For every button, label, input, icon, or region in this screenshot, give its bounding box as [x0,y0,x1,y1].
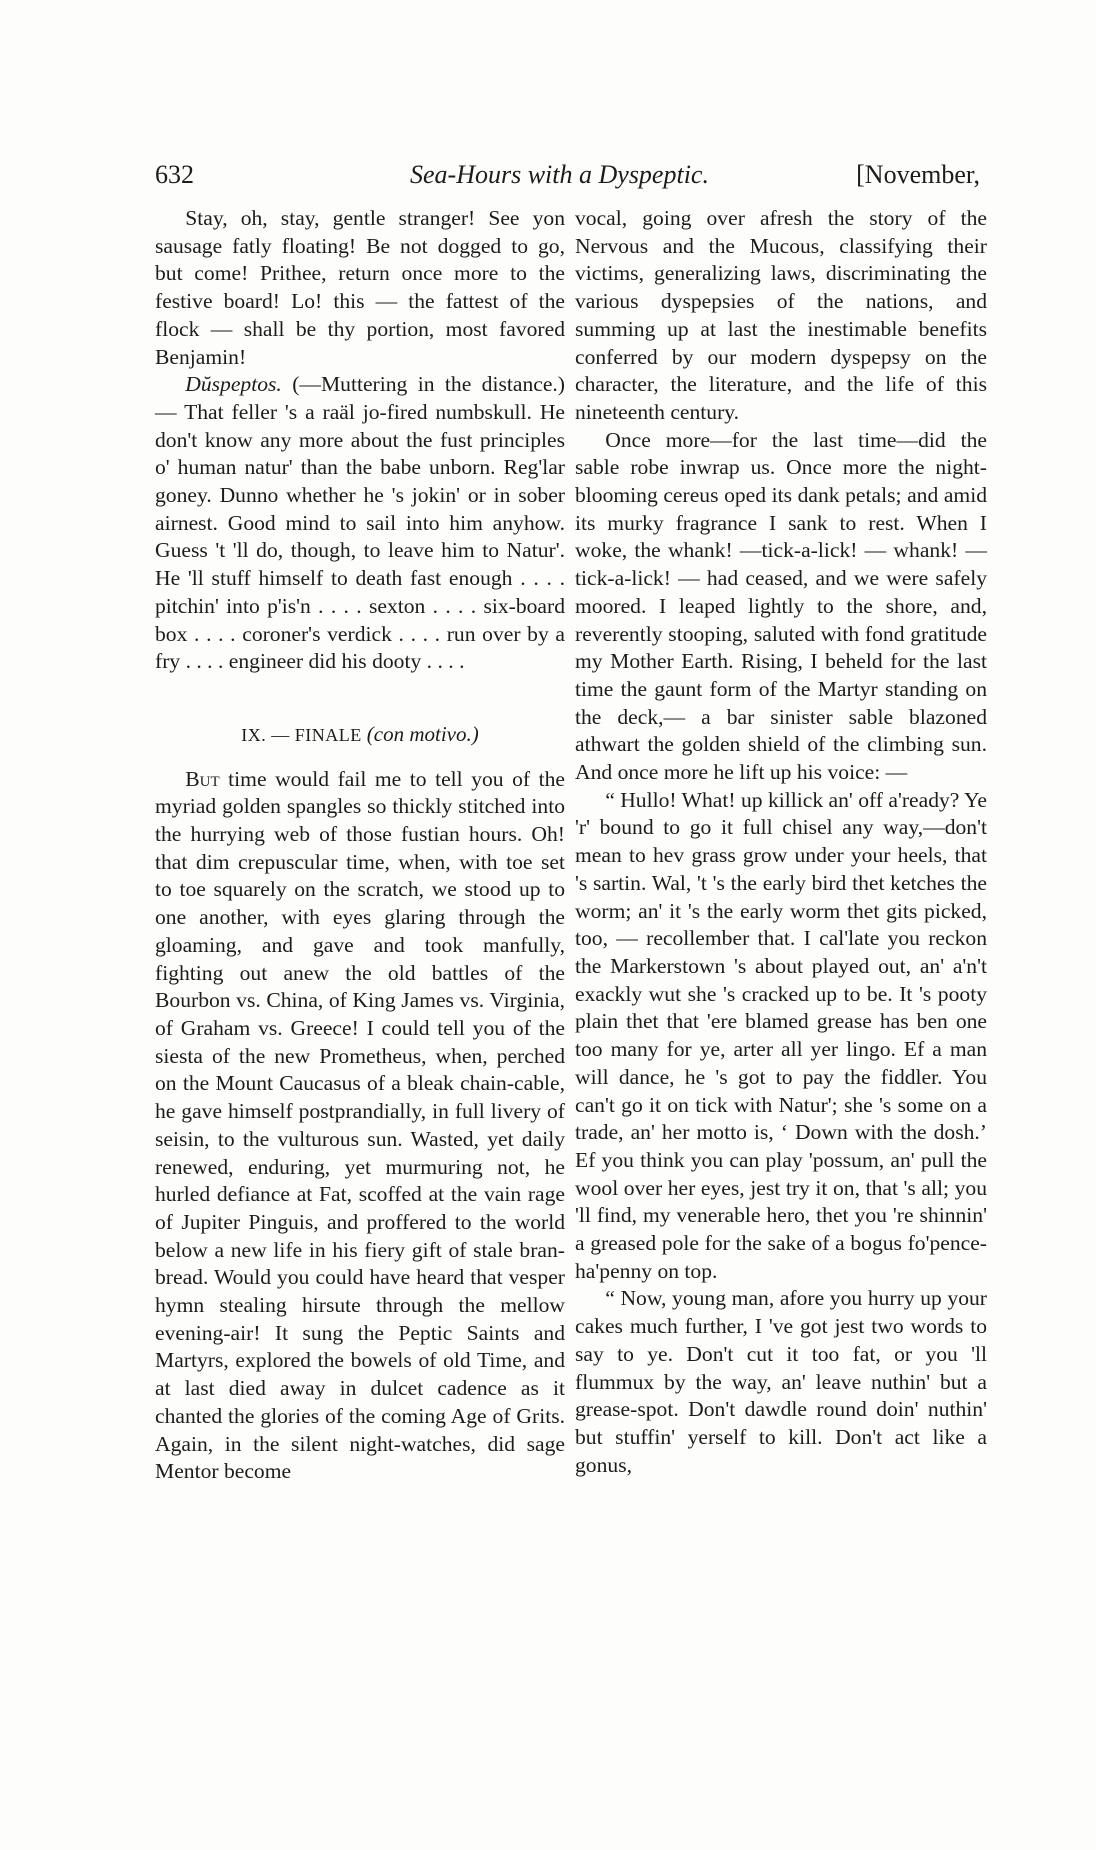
right-column [575,205,987,1479]
paragraph-stay: Stay, oh, stay, gentle stranger! See yon sausage fatly floating! Be not dogged to go, but come! Prithee, return once more to the festive board! Lo! this — the fattest of the flock — shall be thy portion, most favored Benjamin! [155,206,565,369]
page-header [155,160,980,200]
section-heading-title: IX. — FINALE [241,724,362,745]
speaker-name: Dŭspeptos. [185,372,282,397]
paragraph-finale-text: time would fail me to tell you of the myriad golden spangles so thickly stitched into the hurrying web of those fustian hours. Oh! that dim crepuscular time, when, with toe set to toe squarely on the scratch, we stood up to one another, with eyes glaring through the gloaming, and gave and took manfully, fighting out anew the old battles of the Bourbon vs. China, of King James vs. Virginia, of Graham vs. Greece! I could tell you of the siesta of the new Prometheus, when, perched on the Mount Caucasus of a bleak chain-cable, he gave himself postprandially, in full livery of seisin, to the vulturous sun. Wasted, yet daily renewed, enduring, yet murmuring not, he hurled defiance at Fat, scoffed at the vain rage of Jupiter Pinguis, and proffered to the world below a new life in his fiery gift of stale bran-bread. Would you could have heard that vesper hymn stealing hirsute through the mellow evening-air! It sung the Peptic Saints and Martyrs, explored the bowels of old Time, and at last died away in dulcet cadence as it chanted the glories of the coming Age of Grits. Again, in the silent night-watches, did sage Mentor become [155,766,565,1484]
paragraph-once-more: Once more—for the last time—did the sable robe inwrap us. Once more the night-blooming cereus oped its dank petals; and amid its murky fragrance I sank to rest. When I woke, the whank! —tick-a-lick! — whank! —tick-a-lick! — had ceased, and we were safely moored. I leaped lightly to the shore, and, reverently stooping, saluted with fond gratitude my Mother Earth. Rising, I beheld for the last time the gaunt form of the Martyr standing on the deck,— a bar sinister sable blazoned athwart the golden shield of the climbing sun. And once more he lift up his voice: — [575,427,987,785]
section-heading-subtitle: (con motivo.) [366,721,479,746]
running-title: Sea-Hours with a Dyspeptic. [410,160,709,189]
paragraph-now-young-man: “ Now, young man, afore you hurry up your cakes much further, I 've got jest two words to say to ye. Don't cut it too fat, or you 'll flummux by the way, an' leave nuthin' but a grease-spot. Don't dawdle round doin' nuthin' but stuffin' yerself to kill. Don't act like a gonus, [575,1286,987,1477]
paragraph-continued: vocal, going over afresh the story of the Nervous and the Mucous, classifying their victims, generalizing laws, discriminating the various dyspepsies of the nations, and summing up at last the inestimable benefits conferred by our modern dyspepsy on the character, the literature, and the life of this nineteenth century. [575,206,987,424]
section-heading [155,721,565,750]
paragraph-finale [155,766,565,1486]
paragraph-duspeptos [155,371,565,676]
header-month: [November, [856,160,980,189]
paragraph-hullo: “ Hullo! What! up killick an' off a'ready? Ye 'r' bound to go it full chisel any way,—don't mean to hev grass grow under your heels, that 's sartin. Wal, 't 's the early bird thet ketches the worm; an' it 's the early worm thet gits picked, too, — recollember that. I cal'late you reckon the Markerstown 's about played out, an' a'n't exackly wut she 's cracked up to be. It 's pooty plain thet that 'ere blamed grease has ben one too many for ye, arter all yer lingo. Ef a man will dance, he 's got to pay the fiddler. You can't go it on tick with Natur'; she 's some on a trade, an' her motto is, ‘ Down with the dosh.’ Ef you think you can play 'possum, an' pull the wool over her eyes, jest try it on, that 's all; you 'll find, my venerable hero, thet you 're shinnin' a greased pole for the sake of a bogus fo'pence-ha'penny on top. [575,787,988,1283]
paragraph-duspeptos-text: (—Muttering in the distance.) — That feller 's a raäl jo-fired numbskull. He don't know any more about the fust principles o' human natur' than the babe unborn. Reg'lar goney. Dunno whether he 's jokin' or in sober airnest. Good mind to sail into him anyhow. Guess 't 'll do, though, to leave him to Natur'. He 'll stuff himself to death fast enough . . . . pitchin' into p'is'n . . . . sexton . . . . six-board box . . . . coroner's verdick . . . . run over by a fry . . . . engineer did his dooty . . . . [155,372,565,674]
paragraph-lead-word: But [185,766,220,791]
left-column [155,205,565,1486]
page-number: 632 [155,160,194,189]
